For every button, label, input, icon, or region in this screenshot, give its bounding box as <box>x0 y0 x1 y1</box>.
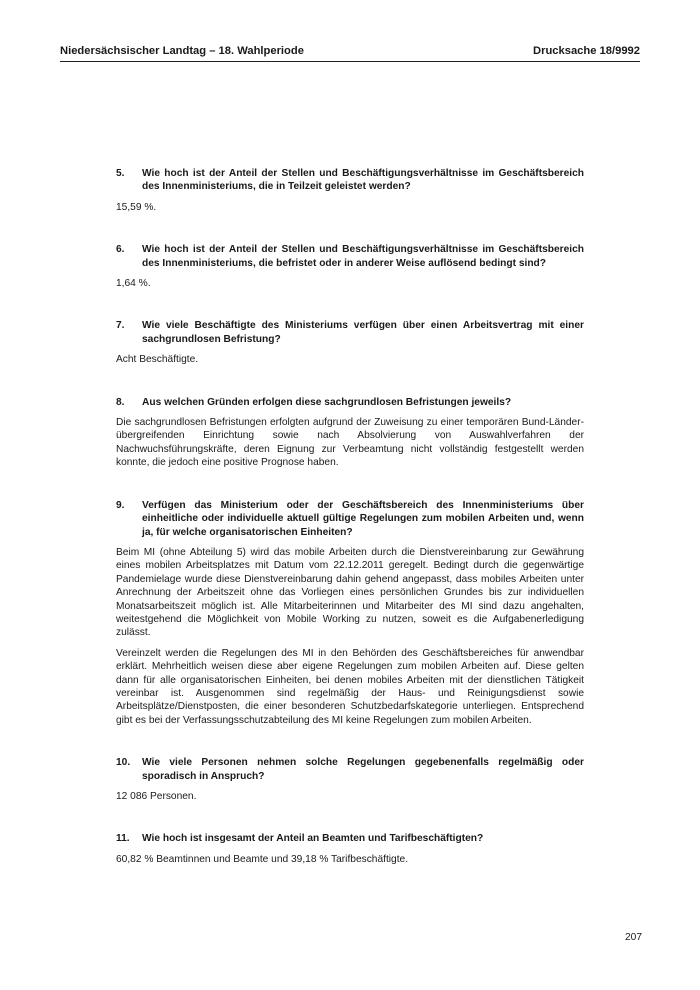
qa-block <box>116 499 584 728</box>
qa-block <box>116 167 584 214</box>
qa-block <box>116 832 584 866</box>
question-text: Wie hoch ist insgesamt der Anteil an Beamten und Tarifbeschäftigten? <box>142 833 484 845</box>
question <box>116 832 584 845</box>
answer-paragraph: 15,59 %. <box>116 201 157 213</box>
answer <box>116 277 584 290</box>
question <box>116 243 584 270</box>
answer-paragraph: Beim MI (ohne Abteilung 5) wird das mobile Arbeiten durch die Dienstvereinbarung zur Gewährung eines mobilen Arbeitsplatzes mit Datum vom 22.12.2011 geregelt. Bedingt durch die gegenwärtige Pandemielage wurde diese Dienstvereinbarung dahin gehend angepasst, dass mobiles Arbeiten unter Anrechnung der Arbeitszeit ohne das Vorliegen eines persönlichen Grundes bis zur individuellen Monatsarbeitszeit möglich ist. Alle Mitarbeiterinnen und Mitarbeiter des MI sind dazu angehalten, weitestgehend die Möglichkeit von Mobile Working zu nutzen, soweit es die Aufgabenerledigung zulässt. <box>116 546 584 639</box>
question-number: 5. <box>116 168 125 179</box>
question-number: 6. <box>116 244 125 256</box>
question <box>116 167 584 194</box>
header-title: Niedersächsischer Landtag – 18. Wahlperiode <box>60 45 304 57</box>
question <box>116 756 584 783</box>
question-number: 9. <box>116 499 125 511</box>
question <box>116 499 584 539</box>
header-divider <box>60 61 640 62</box>
answer-paragraph: Vereinzelt werden die Regelungen des MI in den Behörden des Geschäftsbereiches für anwendbar erklärt. Mehrheitlich weisen diese aber eigene Regelungen zum mobilen Arbeiten auf. Diese gelten dann für alle organisatorischen Einheiten, bei denen mobiles Arbeiten mit der dienstlichen Tätigkeit vereinbar ist. Ausgenommen sind regelmäßig der Haus- und Reinigungsdienst sowie Arbeitsplätze/Dienstposten, die einer besonderen Schutzbedarfskategorie unterliegen. Entsprechend gibt es bei der Verfassungsschutzabteilung des MI keine Regelungen zum mobilen Arbeiten. <box>116 647 584 726</box>
qa-block <box>116 756 584 803</box>
question-number: 11. <box>116 833 130 845</box>
question-text: Verfügen das Ministerium oder der Geschäftsbereich des Innenministeriums über einheitliche oder individuelle aktuell gültige Regelungen zum mobilen Arbeiten und, wenn ja, für welche organisatorischen Einheiten? <box>142 499 584 538</box>
question <box>116 396 584 409</box>
question-text: Wie viele Beschäftigte des Ministeriums verfügen über einen Arbeitsvertrag mit einer sachgrundlosen Befristung? <box>142 320 584 345</box>
question-number: 10. <box>116 757 131 769</box>
answer <box>116 790 584 803</box>
question-number: 7. <box>116 320 125 332</box>
document-number: Drucksache 18/9992 <box>533 45 640 57</box>
question-text: Wie hoch ist der Anteil der Stellen und Beschäftigungsverhältnisse im Geschäftsbereich des Innenministeriums, die befristet oder in anderer Weise auflösend bedingt sind? <box>142 244 584 269</box>
answer-paragraph: 12 086 Personen. <box>116 791 197 802</box>
page-number: 207 <box>625 932 642 943</box>
qa-block <box>116 243 584 290</box>
qa-block <box>116 319 584 366</box>
question <box>116 319 584 346</box>
answer-paragraph: Die sachgrundlosen Befristungen erfolgten aufgrund der Zuweisung zu einer temporären Bund-Länder-übergreifenden Einrichtung sowie nach Absolvierung von Auswahlverfahren der Nachwuchsführungskräfte, deren Eignung zur Verbeamtung nicht vollständig festgestellt werden konnte, die jedoch eine positive Prognose haben. <box>116 417 584 469</box>
question-text: Wie viele Personen nehmen solche Regelungen gegebenenfalls regelmäßig oder sporadisch in Anspruch? <box>142 757 584 782</box>
answer <box>116 201 584 214</box>
answer-paragraph: 60,82 % Beamtinnen und Beamte und 39,18 % Tarifbeschäftigte. <box>116 853 409 865</box>
answer-paragraph: Acht Beschäftigte. <box>116 354 199 366</box>
answer <box>116 353 584 366</box>
question-text: Aus welchen Gründen erfolgen diese sachgrundlosen Befristungen jeweils? <box>142 396 512 408</box>
document-body <box>116 167 584 895</box>
answer <box>116 853 584 866</box>
answer <box>116 416 584 470</box>
qa-block <box>116 396 584 470</box>
answer <box>116 546 584 727</box>
question-number: 8. <box>116 396 125 408</box>
question-text: Wie hoch ist der Anteil der Stellen und Beschäftigungsverhältnisse im Geschäftsbereich des Innenministeriums, die in Teilzeit geleistet werden? <box>142 168 584 193</box>
page-header <box>60 37 640 57</box>
answer-paragraph: 1,64 %. <box>116 278 151 290</box>
